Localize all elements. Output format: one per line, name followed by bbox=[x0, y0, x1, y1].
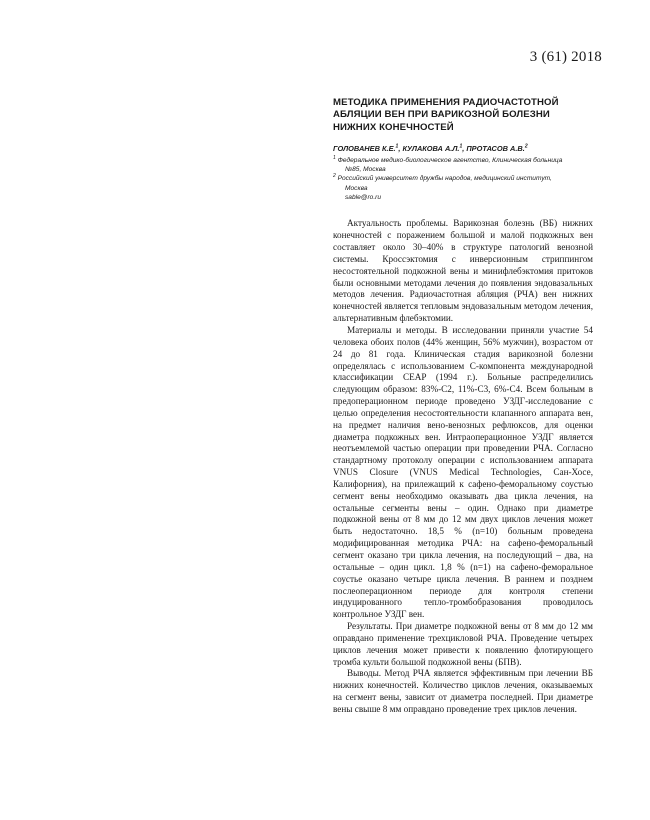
contact-email: sable@ro.ru bbox=[345, 194, 382, 202]
article-title bbox=[333, 97, 593, 134]
author-affiliation-mark: 2 bbox=[524, 143, 528, 150]
abstract-body bbox=[333, 218, 593, 715]
affiliation-continuation: Москва bbox=[345, 184, 368, 192]
paragraph-results: Результаты. При диаметре подкожной вены от 8 мм до 12 мм оправдано применение трехцикловой РЧА. Проведение четырех циклов лечения может привести к появлению флотирующего тромба культи большой подкожной вены (БПВ). bbox=[333, 621, 593, 667]
affiliation-mark: 1 bbox=[333, 154, 336, 161]
affiliations bbox=[333, 156, 593, 202]
paragraph-relevance: Актуальность проблемы. Варикозная болезнь (ВБ) нижних конечностей с поражением большой и малой подкожных вен составляет около 30–40% в структуре патологий венозной системы. Кроссэктомия с инверсионным стриппингом несостоятельной подкожной вены и минифлебэктомия притоков были основными методами лечения до появления эндовазальных методов лечения. Радиочастотная абляция (РЧА) вен нижних конечностей является тепловым эндовазальным методом лечения, альтернативным флебэктомии. bbox=[333, 218, 593, 324]
title-line: МЕТОДИКА ПРИМЕНЕНИЯ РАДИОЧАСТОТНОЙ bbox=[333, 97, 559, 108]
issue-number: 3 (61) 2018 bbox=[529, 49, 602, 65]
author-name: КУЛАКОВА А.Л. bbox=[402, 143, 460, 153]
paragraph-methods: Материалы и методы. В исследовании приняли участие 54 человека обоих полов (44% женщин, 56% мужчин), возрастом от 24 до 81 года. Клиническая стадия варикозной болезни определялась с использованием С-компонента международной классификации CEAP (1994 г.). Больные распределились следующим образом: 83%-С2, 11%-С3, 6%-С4. Всем больным в предоперационном периоде проведено УЗДГ-исследование с целью определения несостоятельности клапанного аппарата вен, на предмет наличия вено-венозных рефлюксов, для оценки диаметра подкожных вен. Интраоперационное УЗДГ является неотъемлемой частью операции при проведении РЧА. Согласно стандартному протоколу операции с использованием аппарата VNUS Closure (VNUS Medical Technologies, Сан-Хосе, Калифорния), на прилежащий к сафено-феморальному соустью сегмент вены необходимо оказывать два цикла лечения, на остальные сегменты вены – один. Однако при диаметре подкожной вены от 8 мм до 12 мм двух циклов лечения может быть недостаточно. 18,5 % (n=10) больным проведена модифицированная методика РЧА: на сафено-феморальный сегмент оказано три цикла лечения, на последующий – два, на остальные – один цикл. 1,8 % (n=1) на сафено-феморальное соустье оказано четыре цикла лечения. В раннем и позднем послеоперационном периоде для контроля степени индуцированного тепло-тромбобразования проводилось контрольное УЗДГ вен. bbox=[333, 324, 593, 620]
title-line: НИЖНИХ КОНЕЧНОСТЕЙ bbox=[333, 121, 454, 133]
author-affiliation-mark: 1 bbox=[459, 143, 463, 150]
affiliation-text: Федеральное медико-биологическое агентство, Клиническая больница bbox=[337, 156, 563, 164]
author-name: ПРОТАСОВ А.В. bbox=[466, 143, 525, 153]
affiliation bbox=[333, 156, 593, 165]
affiliation-continuation: №85, Москва bbox=[345, 166, 386, 174]
title-line: АБЛЯЦИИ ВЕН ПРИ ВАРИКОЗНОЙ БОЛЕЗНИ bbox=[333, 109, 550, 121]
author-affiliation-mark: 1 bbox=[395, 143, 399, 150]
paragraph-conclusions: Выводы. Метод РЧА является эффективным при лечении ВБ нижних конечностей. Количество циклов лечения, оказываемых на сегмент вены, зависит от диаметра последней. При диаметре вены свыше 8 мм оправдано проведение трех циклов лечения. bbox=[333, 668, 593, 714]
affiliation bbox=[333, 174, 593, 183]
affiliation-text: Российский университет дружбы народов, медицинский институт, bbox=[337, 175, 552, 183]
article bbox=[333, 97, 593, 716]
author-name: ГОЛОВАНЕВ К.Е. bbox=[333, 143, 396, 153]
affiliation-mark: 2 bbox=[333, 173, 336, 180]
author-list: ГОЛОВАНЕВ К.Е.$^1$, КУЛАКОВА А.Л.$^1$, ПРОТАСОВ А.В.$^2$ bbox=[333, 143, 528, 153]
